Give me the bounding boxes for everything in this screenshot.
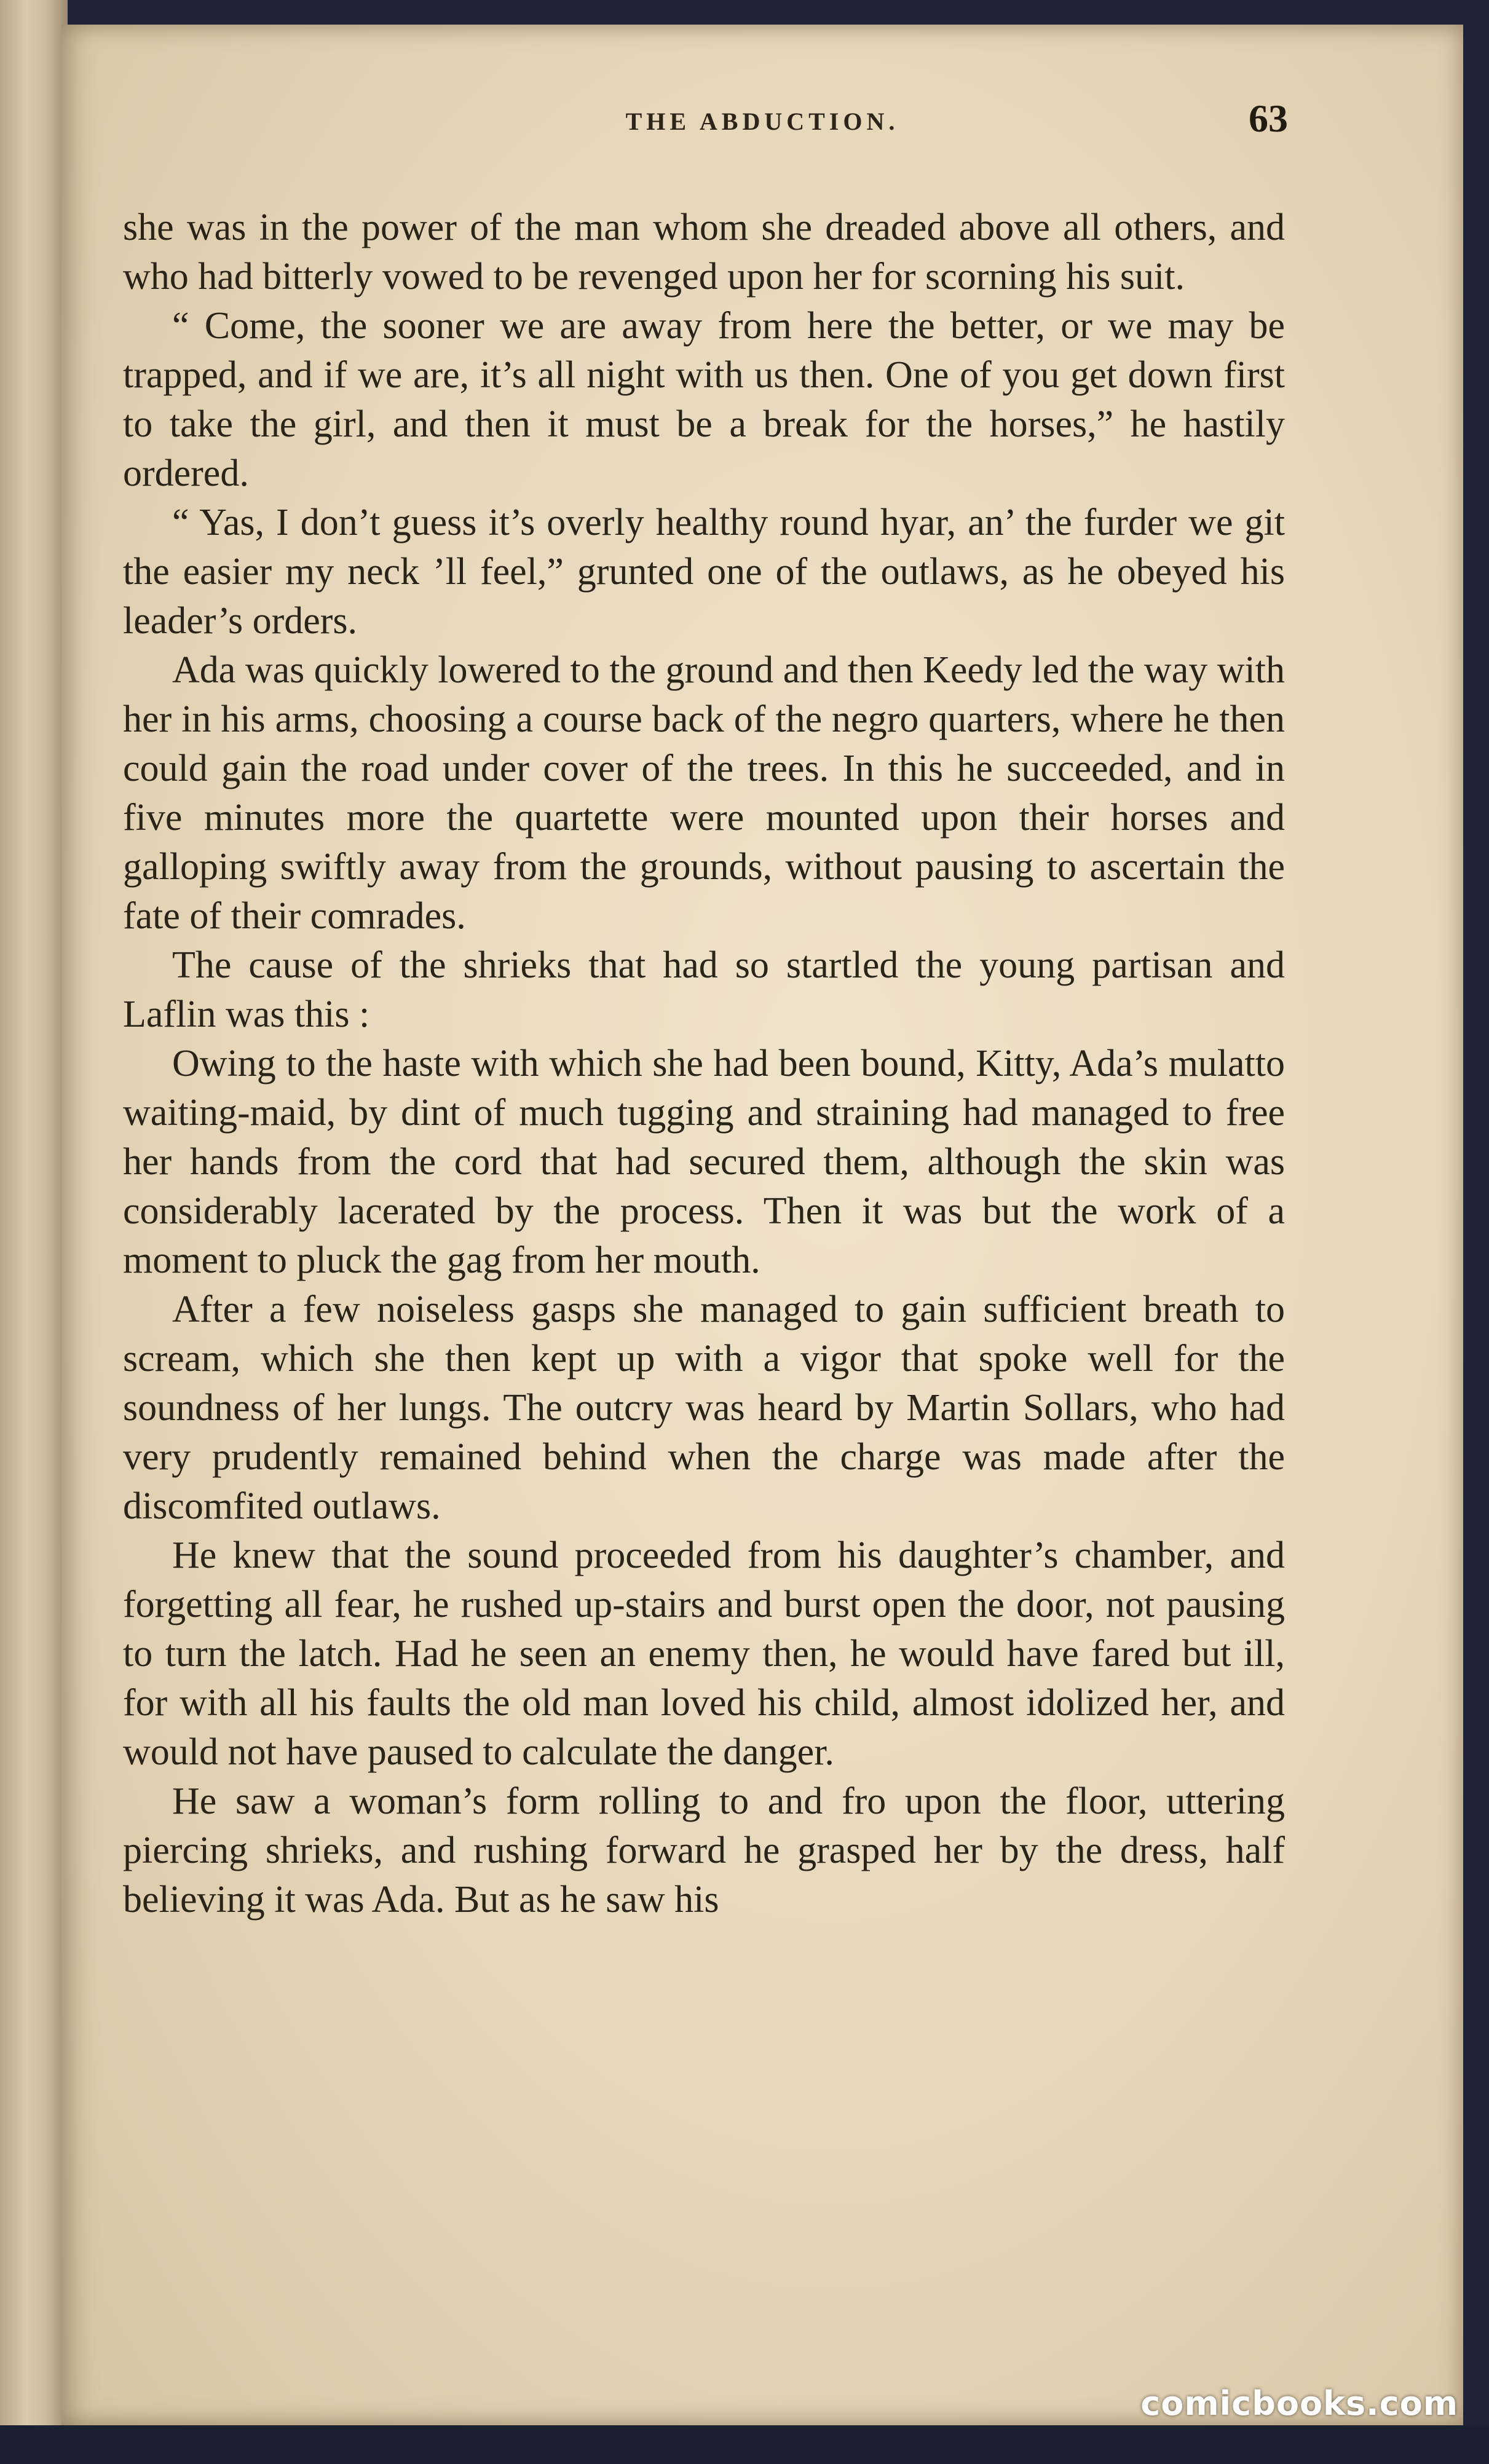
paragraph: After a few noiseless gasps she managed to gain sufficient breath to scream, which she then kept up with a vigor that spoke well for the soundness of her lungs. The outcry was heard by Martin Sollars, who had very prudently remained behind when the charge was made after the discomfited outlaws. — [123, 1289, 1285, 1527]
paragraph: He knew that the sound proceeded from his daughter’s chamber, and forgetting all fear, he rushed up-stairs and burst open the door, not pausing to turn the latch. Had he seen an enemy then, he would have fared but ill, for with all his faults the old man loved his child, almost idolized her, and would not have paused to calculate the danger. — [123, 1534, 1285, 1773]
book-spine-edge — [0, 0, 68, 2464]
running-head — [61, 80, 1463, 154]
running-title: THE ABDUCTION. — [625, 108, 899, 135]
page-number: 63 — [1249, 97, 1288, 140]
paragraph: “ Come, the sooner we are away from here the better, or we may be trapped, and if we are, it’s all night with us then. One of you get down first to take the girl, and then it must be a break for the horses,” he hastily ordered. — [123, 305, 1285, 494]
paragraph: “ Yas, I don’t guess it’s overly healthy round hyar, an’ the furder we git the easier my neck ’ll feel,” grunted one of the outlaws, as he obeyed his leader’s orders. — [123, 502, 1285, 642]
paragraph: Owing to the haste with which she had been bound, Kitty, Ada’s mulatto waiting-maid, by dint of much tugging and straining had managed to free her hands from the cord that had secured them, although the skin was considerably lacerated by the process. Then it was but the work of a moment to pluck the gag from her mouth. — [123, 1043, 1285, 1281]
paragraph: Ada was quickly lowered to the ground and then Keedy led the way with her in his arms, choosing a course back of the negro quarters, where he then could gain the road under cover of the trees. In this he succeeded, and in five minutes more the quartette were mounted upon their horses and galloping swiftly away from the grounds, without pausing to ascertain the fate of their comrades. — [123, 649, 1285, 937]
paragraph: He saw a woman’s form rolling to and fro upon the floor, uttering piercing shrieks, and rushing forward he grasped her by the dress, half believing it was Ada. But as he saw his — [123, 1780, 1285, 1921]
watermark: comicbooks.com — [1140, 2384, 1458, 2423]
paragraph: The cause of the shrieks that had so startled the young partisan and Laflin was this : — [123, 944, 1285, 1035]
body-text — [123, 203, 1285, 1924]
paragraph: she was in the power of the man whom she dreaded above all others, and who had bitterly vowed to be revenged upon her for scorning his suit. — [123, 207, 1285, 298]
scan-background — [0, 2425, 1489, 2464]
